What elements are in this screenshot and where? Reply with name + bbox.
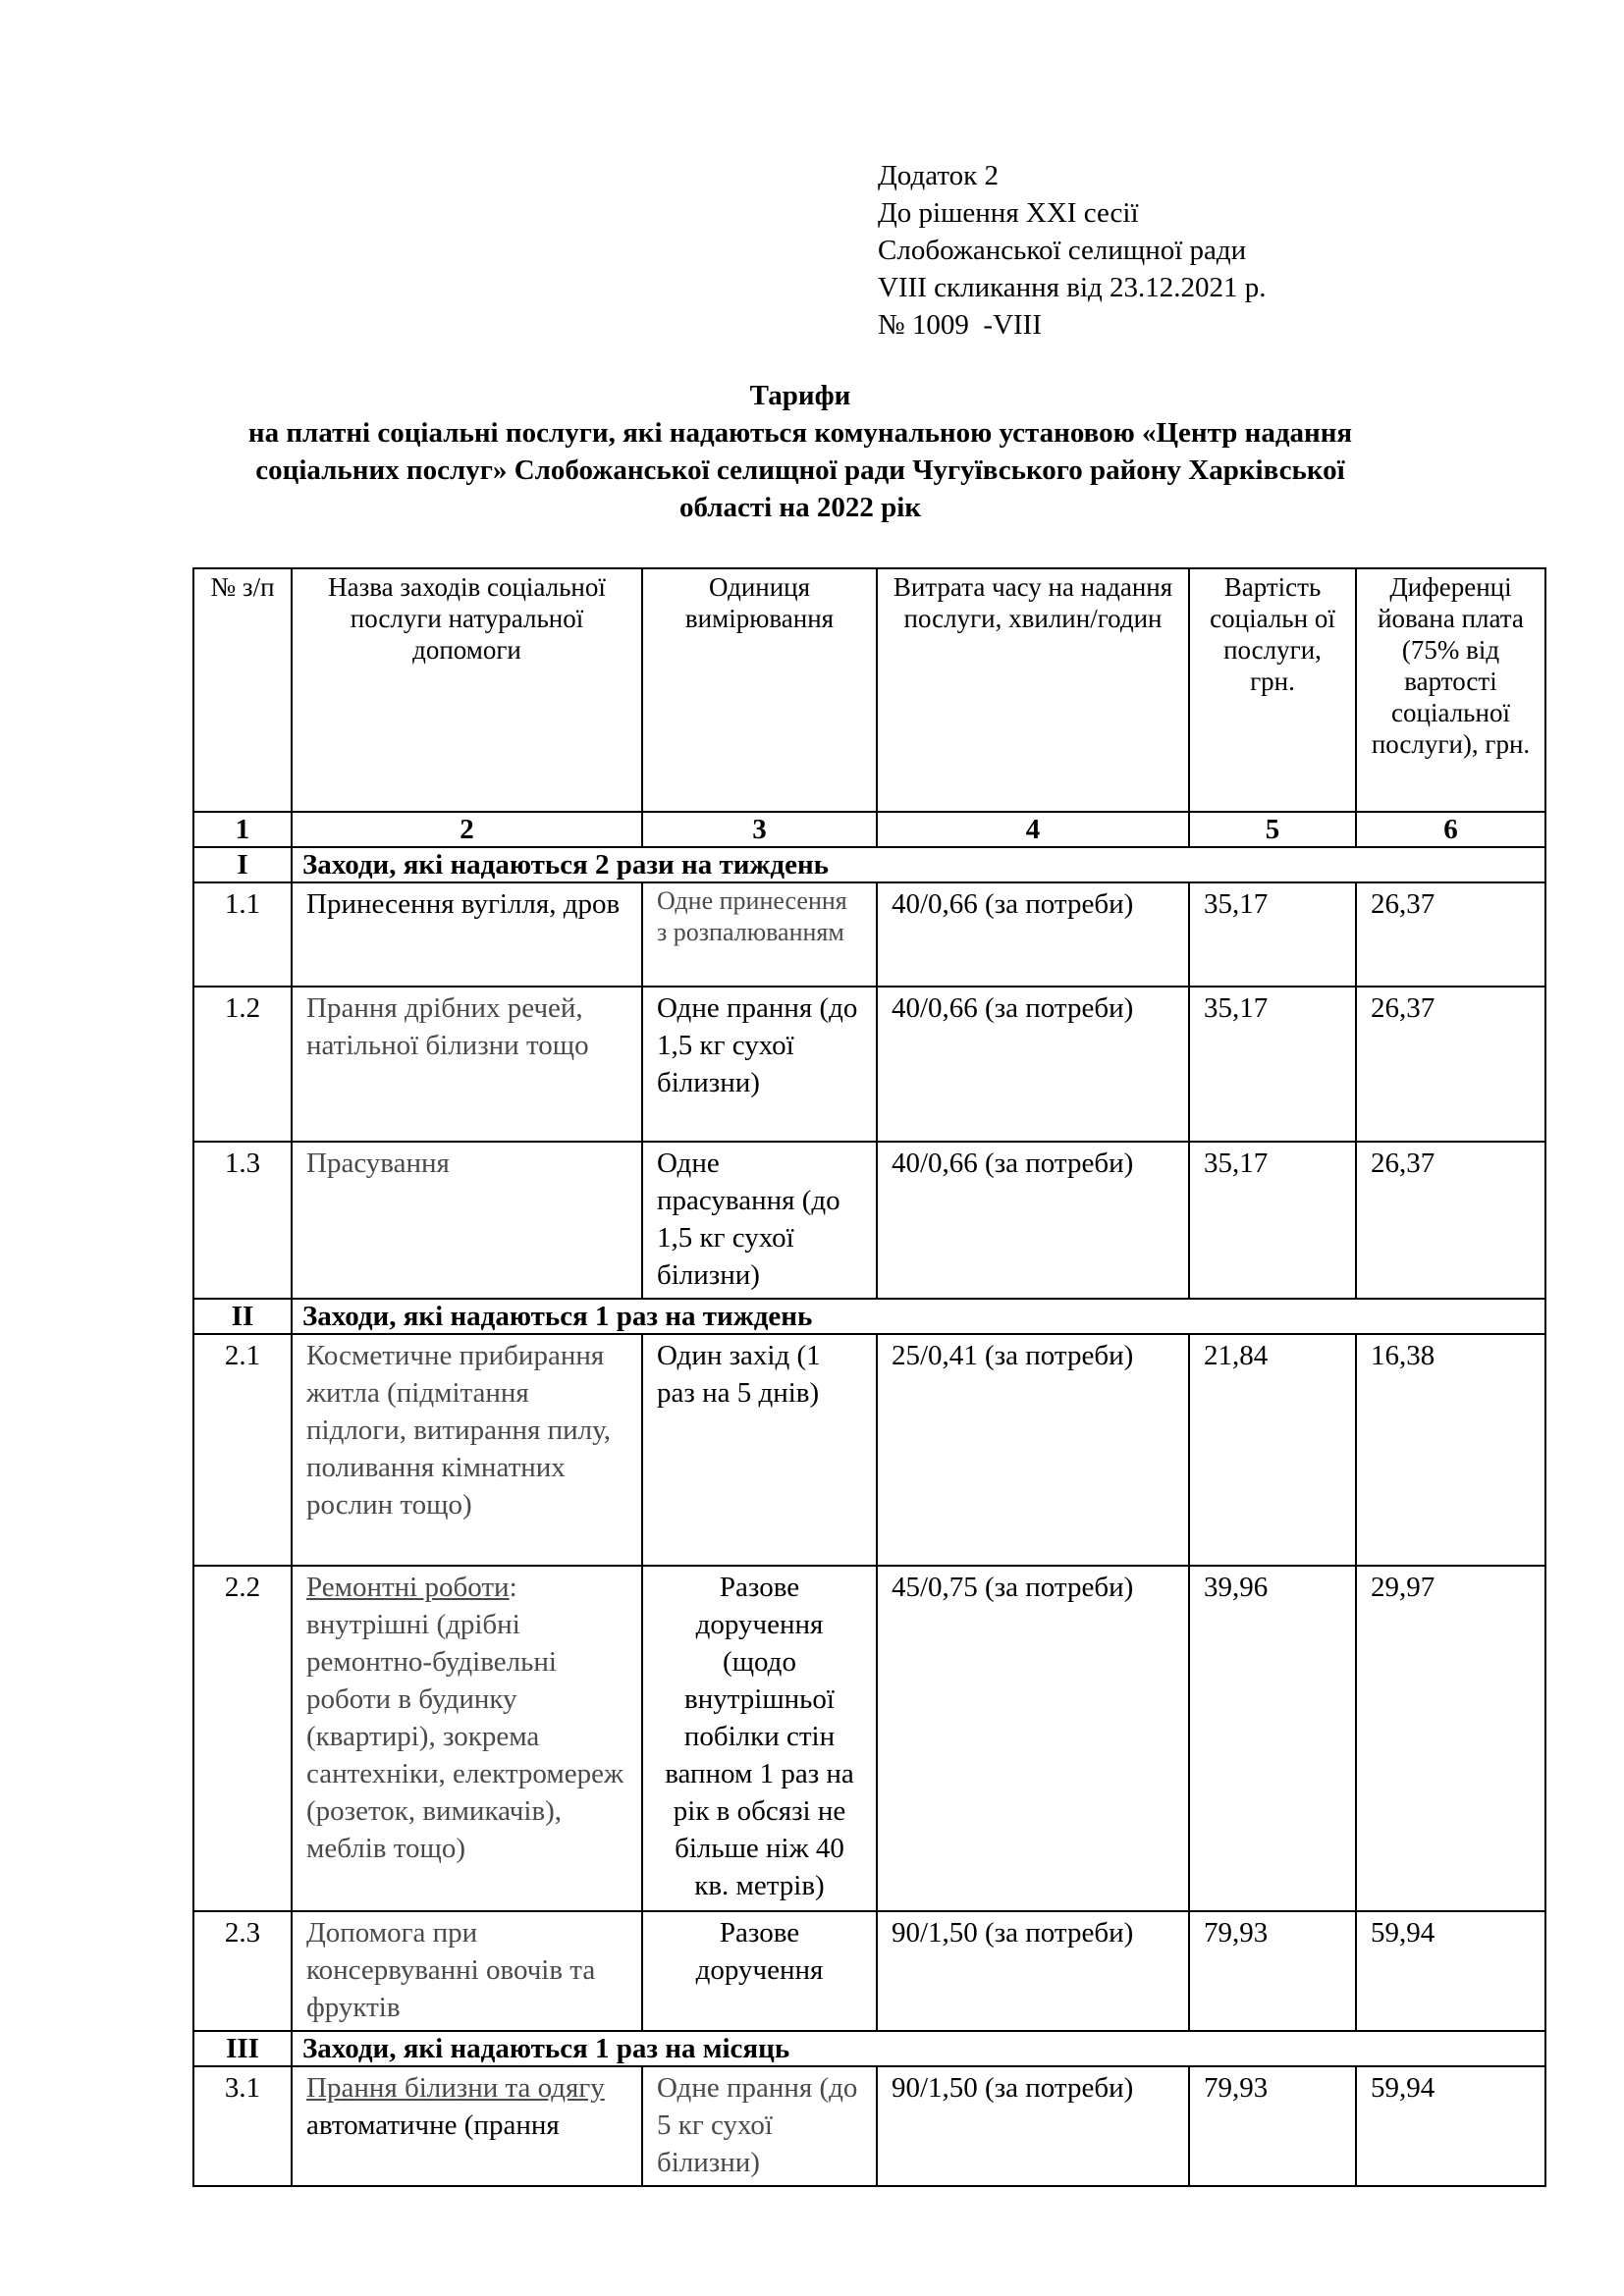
row-number: 3.1 <box>193 2066 292 2186</box>
table-row <box>193 1142 1545 1299</box>
unit-of-measure: Один захід (1 раз на 5 днів) <box>642 1334 877 1566</box>
row-number: 2.1 <box>193 1334 292 1566</box>
service-cost: 21,84 <box>1189 1334 1356 1566</box>
time-spent: 45/0,75 (за потреби) <box>877 1566 1189 1911</box>
column-number: 4 <box>877 812 1189 847</box>
column-number-row <box>193 812 1545 847</box>
table-row <box>193 2066 1545 2186</box>
service-name: Допомога при консервуванні овочів та фруктів <box>292 1911 642 2031</box>
service-cost: 35,17 <box>1189 987 1356 1142</box>
title-line: соціальних послуг» Слобожанської селищної ради Чугуївського району Харківської <box>255 454 1345 486</box>
header-cell-unit: Одиниця вимірювання <box>642 568 877 812</box>
title-line: на платні соціальні послуги, які надаються комунальною установою «Центр надання <box>247 417 1353 449</box>
table-row <box>193 1566 1545 1911</box>
appendix-line: Слобожанської селищної ради <box>878 235 1247 266</box>
tariffs-table <box>192 567 1546 2187</box>
service-name-rest: автоматичне (прання <box>306 2109 560 2141</box>
column-number: 2 <box>292 812 642 847</box>
section-row <box>193 847 1545 882</box>
unit-of-measure: Одне прання (до 5 кг сухої білизни) <box>642 2066 877 2186</box>
appendix-line: VIII скликання від 23.12.2021 р. <box>878 272 1267 303</box>
service-name: Прасування <box>292 1142 642 1299</box>
service-name <box>292 1566 642 1911</box>
differentiated-fee: 26,37 <box>1356 987 1545 1142</box>
differentiated-fee: 26,37 <box>1356 882 1545 987</box>
section-row <box>193 1299 1545 1334</box>
column-number: 6 <box>1356 812 1545 847</box>
service-cost: 39,96 <box>1189 1566 1356 1911</box>
column-number: 5 <box>1189 812 1356 847</box>
title-heading: Тарифи <box>749 380 851 411</box>
service-cost: 35,17 <box>1189 1142 1356 1299</box>
unit-of-measure: Одне прасування (до 1,5 кг сухої білизни) <box>642 1142 877 1299</box>
appendix-line: Додаток 2 <box>878 160 999 191</box>
row-number: 2.2 <box>193 1566 292 1911</box>
service-name: Косметичне прибирання житла (підмітання підлоги, витирання пилу, поливання кімнатних рослин тощо) <box>292 1334 642 1566</box>
service-name: Принесення вугілля, дров <box>292 882 642 987</box>
time-spent: 40/0,66 (за потреби) <box>877 882 1189 987</box>
service-cost: 35,17 <box>1189 882 1356 987</box>
header-cell-diff: Диференці йована плата (75% від вартості соціальної послуги), грн. <box>1356 568 1545 812</box>
row-number: 1.2 <box>193 987 292 1142</box>
document-title <box>196 377 1404 526</box>
row-number: 1.1 <box>193 882 292 987</box>
header-cell-cost: Вартість соціальн ої послуги, грн. <box>1189 568 1356 812</box>
service-name: Прання дрібних речей, натільної білизни тощо <box>292 987 642 1142</box>
section-title: Заходи, які надаються 2 рази на тиждень <box>292 847 1545 882</box>
section-number: I <box>193 847 292 882</box>
service-name <box>292 2066 642 2186</box>
table-row <box>193 987 1545 1142</box>
differentiated-fee: 26,37 <box>1356 1142 1545 1299</box>
unit-of-measure: Одне принесення з розпалюванням <box>642 882 877 987</box>
unit-of-measure: Разове доручення <box>642 1911 877 2031</box>
service-name-underlined: Прання білизни та одягу <box>306 2072 605 2104</box>
header-cell-number: № з/п <box>193 568 292 812</box>
section-number: II <box>193 1299 292 1334</box>
differentiated-fee: 59,94 <box>1356 1911 1545 2031</box>
section-number: III <box>193 2031 292 2066</box>
column-number: 3 <box>642 812 877 847</box>
row-number: 2.3 <box>193 1911 292 2031</box>
service-name-underlined: Ремонтні роботи <box>306 1572 510 1603</box>
row-number: 1.3 <box>193 1142 292 1299</box>
differentiated-fee: 59,94 <box>1356 2066 1545 2186</box>
table-row <box>193 1911 1545 2031</box>
time-spent: 90/1,50 (за потреби) <box>877 2066 1189 2186</box>
section-title: Заходи, які надаються 1 раз на місяць <box>292 2031 1545 2066</box>
header-cell-name: Назва заходів соціальної послуги натуральної допомоги <box>292 568 642 812</box>
time-spent: 40/0,66 (за потреби) <box>877 987 1189 1142</box>
appendix-line: № 1009 -VIII <box>878 309 1042 341</box>
differentiated-fee: 16,38 <box>1356 1334 1545 1566</box>
column-number: 1 <box>193 812 292 847</box>
unit-of-measure: Разове доручення (щодо внутрішньої побілки стін вапном 1 раз на рік в обсязі не більше ніж 40 кв. метрів) <box>642 1566 877 1911</box>
service-name-rest: : внутрішні (дрібні ремонтно-будівельні роботи в будинку (квартирі), зокрема сантехніки, електромереж (розеток, вимикачів), меблів тощо) <box>306 1572 623 1864</box>
differentiated-fee: 29,97 <box>1356 1566 1545 1911</box>
time-spent: 40/0,66 (за потреби) <box>877 1142 1189 1299</box>
title-line: області на 2022 рік <box>678 492 922 523</box>
section-row <box>193 2031 1545 2066</box>
appendix-block <box>878 157 1267 344</box>
unit-of-measure: Одне прання (до 1,5 кг сухої білизни) <box>642 987 877 1142</box>
table-header-row <box>193 568 1545 812</box>
time-spent: 90/1,50 (за потреби) <box>877 1911 1189 2031</box>
time-spent: 25/0,41 (за потреби) <box>877 1334 1189 1566</box>
appendix-line: До рішення XXI сесії <box>878 197 1139 229</box>
table-row <box>193 1334 1545 1566</box>
section-title: Заходи, які надаються 1 раз на тиждень <box>292 1299 1545 1334</box>
header-cell-time: Витрата часу на надання послуги, хвилин/годин <box>877 568 1189 812</box>
service-cost: 79,93 <box>1189 1911 1356 2031</box>
service-cost: 79,93 <box>1189 2066 1356 2186</box>
table-row <box>193 882 1545 987</box>
